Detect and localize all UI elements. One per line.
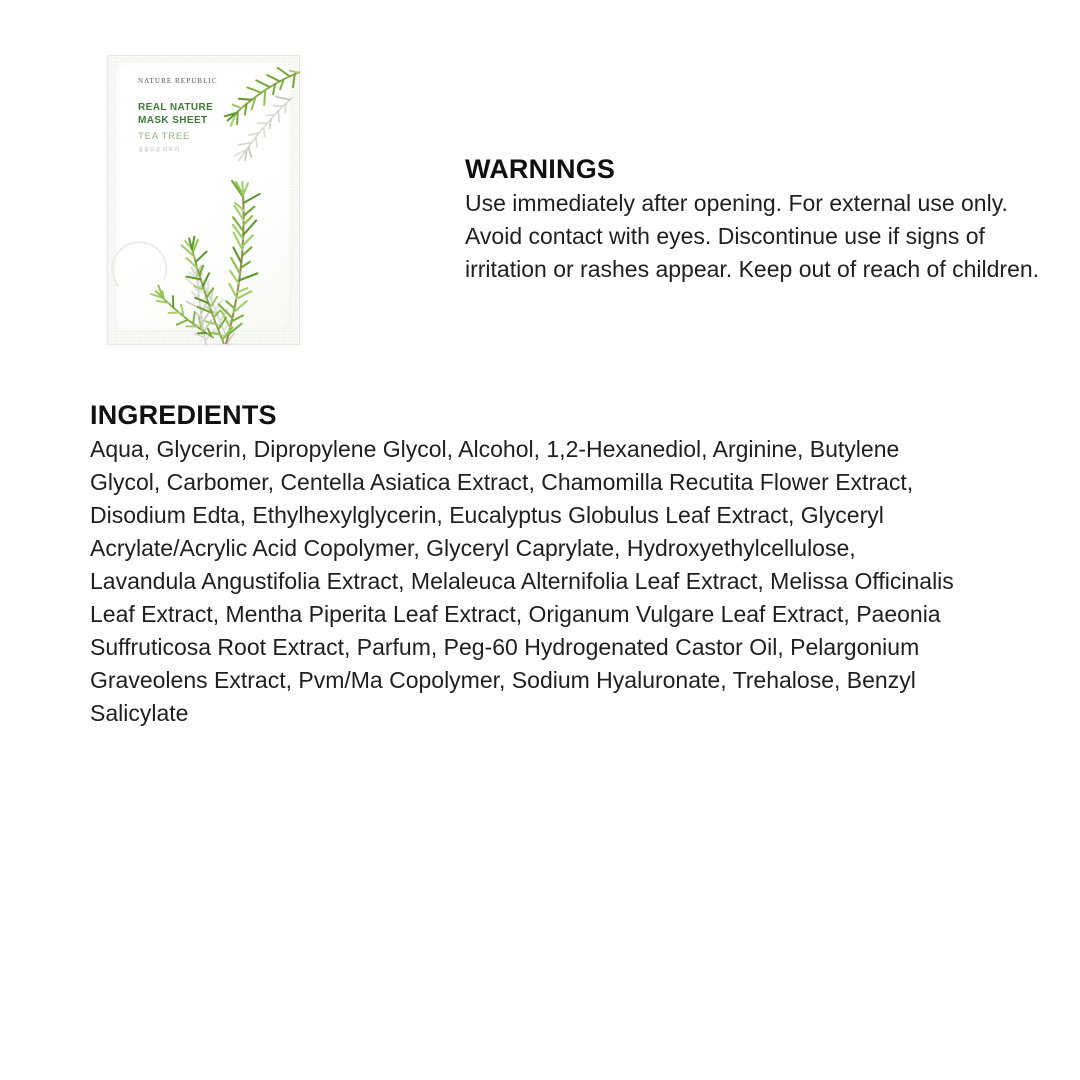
ingredients-section [90, 399, 962, 730]
product-title-line2: MASK SHEET [138, 114, 208, 126]
warnings-text: Use immediately after opening. For external use only. Avoid contact with eyes. Discontinue use if signs of irritation or rashes appear. Keep out of reach of children. [465, 190, 1040, 282]
brand-logo-text: NATURE REPUBLIC [138, 77, 218, 85]
package-label-text [138, 77, 286, 154]
warnings-heading: WARNINGS [465, 154, 616, 184]
product-title-line1: REAL NATURE [138, 102, 214, 113]
product-package-image [107, 55, 300, 345]
product-variant: TEA TREE [138, 131, 191, 142]
warnings-section [465, 153, 1043, 286]
product-korean-subtitle: 촘촘모공 티트리 [138, 147, 180, 154]
watermark-swirl [112, 242, 166, 287]
product-title [138, 102, 286, 127]
ingredients-text: Aqua, Glycerin, Dipropylene Glycol, Alcohol, 1,2-Hexanediol, Arginine, Butylene Glycol, Carbomer, Centella Asiatica Extract, Chamomilla Recutita Flower Extract, Disodium Edta, Ethylhexylglycerin, Eucalyptus Globulus Leaf Extract, Glyceryl Acrylate/Acrylic Acid Copolymer, Glyceryl Caprylate, Hydroxyethylcellulose, Lavandula Angustifolia Extract, Melaleuca Alternifolia Leaf Extract, Melissa Officinalis Leaf Extract, Mentha Piperita Leaf Extract, Origanum Vulgare Leaf Extract, Paeonia Suffruticosa Root Extract, Parfum, Peg-60 Hydrogenated Castor Oil, Pelargonium Graveolens Extract, Pvm/Ma Copolymer, Sodium Hyaluronate, Trehalose, Benzyl Salicylate [90, 436, 954, 726]
ingredients-heading: INGREDIENTS [90, 400, 277, 430]
